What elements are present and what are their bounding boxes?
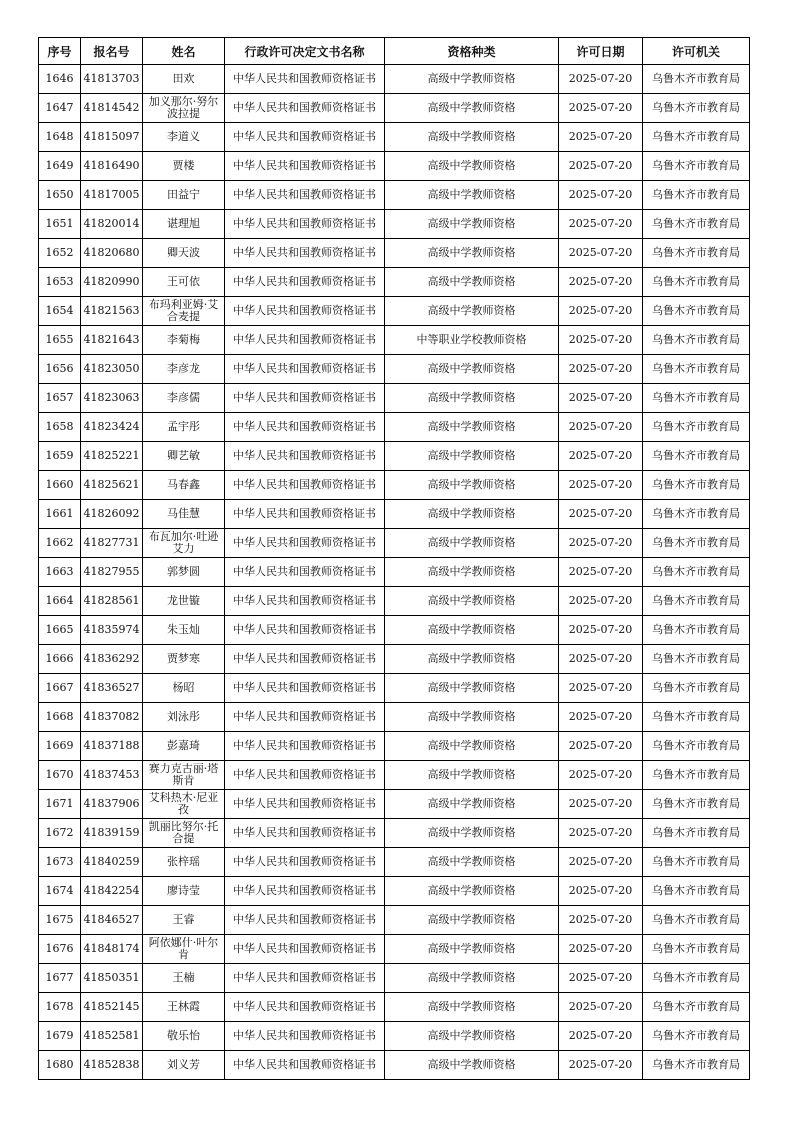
registration-number-cell: 41840259 bbox=[81, 848, 143, 877]
name-cell: 郭梦圆 bbox=[143, 558, 225, 587]
license-date-cell: 2025-07-20 bbox=[559, 587, 643, 616]
document-name-cell: 中华人民共和国教师资格证书 bbox=[225, 181, 385, 210]
table-row bbox=[39, 761, 750, 790]
license-date-cell: 2025-07-20 bbox=[559, 906, 643, 935]
document-name-cell: 中华人民共和国教师资格证书 bbox=[225, 65, 385, 94]
document-name-cell: 中华人民共和国教师资格证书 bbox=[225, 239, 385, 268]
registration-number-cell: 41814542 bbox=[81, 94, 143, 123]
serial-cell: 1663 bbox=[39, 558, 81, 587]
qualification-type-cell: 高级中学教师资格 bbox=[385, 297, 559, 326]
qualification-type-cell: 高级中学教师资格 bbox=[385, 1022, 559, 1051]
name-cell: 孟宇彤 bbox=[143, 413, 225, 442]
table-row bbox=[39, 529, 750, 558]
document-name-cell: 中华人民共和国教师资格证书 bbox=[225, 616, 385, 645]
document-name-cell: 中华人民共和国教师资格证书 bbox=[225, 1051, 385, 1080]
document-name-cell: 中华人民共和国教师资格证书 bbox=[225, 645, 385, 674]
registration-number-cell: 41820990 bbox=[81, 268, 143, 297]
name-cell: 加义那尔·努尔波拉提 bbox=[143, 94, 225, 123]
document-name-cell: 中华人民共和国教师资格证书 bbox=[225, 906, 385, 935]
license-date-cell: 2025-07-20 bbox=[559, 674, 643, 703]
qualification-type-cell: 高级中学教师资格 bbox=[385, 94, 559, 123]
license-date-cell: 2025-07-20 bbox=[559, 210, 643, 239]
header-document-name: 行政许可决定文书名称 bbox=[225, 38, 385, 65]
serial-cell: 1647 bbox=[39, 94, 81, 123]
license-authority-cell: 乌鲁木齐市教育局 bbox=[643, 1051, 750, 1080]
name-cell: 贾梦寒 bbox=[143, 645, 225, 674]
table-row bbox=[39, 210, 750, 239]
qualification-type-cell: 高级中学教师资格 bbox=[385, 123, 559, 152]
name-cell: 廖诗莹 bbox=[143, 877, 225, 906]
license-authority-cell: 乌鲁木齐市教育局 bbox=[643, 152, 750, 181]
license-authority-cell: 乌鲁木齐市教育局 bbox=[643, 558, 750, 587]
registration-number-cell: 41813703 bbox=[81, 65, 143, 94]
serial-cell: 1657 bbox=[39, 384, 81, 413]
serial-cell: 1661 bbox=[39, 500, 81, 529]
registration-number-cell: 41821643 bbox=[81, 326, 143, 355]
registration-number-cell: 41820014 bbox=[81, 210, 143, 239]
document-name-cell: 中华人民共和国教师资格证书 bbox=[225, 935, 385, 964]
table-row bbox=[39, 471, 750, 500]
registration-number-cell: 41835974 bbox=[81, 616, 143, 645]
document-name-cell: 中华人民共和国教师资格证书 bbox=[225, 529, 385, 558]
table-row bbox=[39, 616, 750, 645]
license-authority-cell: 乌鲁木齐市教育局 bbox=[643, 993, 750, 1022]
serial-cell: 1668 bbox=[39, 703, 81, 732]
serial-cell: 1671 bbox=[39, 790, 81, 819]
name-cell: 卿艺敏 bbox=[143, 442, 225, 471]
license-date-cell: 2025-07-20 bbox=[559, 848, 643, 877]
qualification-type-cell: 高级中学教师资格 bbox=[385, 181, 559, 210]
serial-cell: 1650 bbox=[39, 181, 81, 210]
name-cell: 王睿 bbox=[143, 906, 225, 935]
license-authority-cell: 乌鲁木齐市教育局 bbox=[643, 964, 750, 993]
license-date-cell: 2025-07-20 bbox=[559, 239, 643, 268]
name-cell: 布瓦加尔·吐逊艾力 bbox=[143, 529, 225, 558]
qualification-type-cell: 高级中学教师资格 bbox=[385, 355, 559, 384]
registration-number-cell: 41852581 bbox=[81, 1022, 143, 1051]
qualification-type-cell: 高级中学教师资格 bbox=[385, 848, 559, 877]
document-name-cell: 中华人民共和国教师资格证书 bbox=[225, 819, 385, 848]
qualification-type-cell: 高级中学教师资格 bbox=[385, 442, 559, 471]
table-row bbox=[39, 239, 750, 268]
registration-number-cell: 41837188 bbox=[81, 732, 143, 761]
document-name-cell: 中华人民共和国教师资格证书 bbox=[225, 877, 385, 906]
document-name-cell: 中华人民共和国教师资格证书 bbox=[225, 268, 385, 297]
license-date-cell: 2025-07-20 bbox=[559, 1051, 643, 1080]
qualification-type-cell: 高级中学教师资格 bbox=[385, 384, 559, 413]
license-authority-cell: 乌鲁木齐市教育局 bbox=[643, 442, 750, 471]
document-name-cell: 中华人民共和国教师资格证书 bbox=[225, 761, 385, 790]
license-date-cell: 2025-07-20 bbox=[559, 877, 643, 906]
qualification-type-cell: 高级中学教师资格 bbox=[385, 616, 559, 645]
table-header-row bbox=[39, 38, 750, 65]
name-cell: 马佳慧 bbox=[143, 500, 225, 529]
registration-number-cell: 41852838 bbox=[81, 1051, 143, 1080]
license-date-cell: 2025-07-20 bbox=[559, 152, 643, 181]
table-row bbox=[39, 587, 750, 616]
document-name-cell: 中华人民共和国教师资格证书 bbox=[225, 558, 385, 587]
table-row bbox=[39, 1051, 750, 1080]
qualification-type-cell: 高级中学教师资格 bbox=[385, 471, 559, 500]
license-authority-cell: 乌鲁木齐市教育局 bbox=[643, 500, 750, 529]
header-license-date: 许可日期 bbox=[559, 38, 643, 65]
document-name-cell: 中华人民共和国教师资格证书 bbox=[225, 1022, 385, 1051]
name-cell: 凯丽比努尔·托合提 bbox=[143, 819, 225, 848]
table-row bbox=[39, 413, 750, 442]
serial-cell: 1675 bbox=[39, 906, 81, 935]
table-row bbox=[39, 1022, 750, 1051]
qualification-type-cell: 高级中学教师资格 bbox=[385, 790, 559, 819]
registration-number-cell: 41820680 bbox=[81, 239, 143, 268]
name-cell: 张梓瑶 bbox=[143, 848, 225, 877]
table-row bbox=[39, 123, 750, 152]
license-date-cell: 2025-07-20 bbox=[559, 471, 643, 500]
document-name-cell: 中华人民共和国教师资格证书 bbox=[225, 210, 385, 239]
license-date-cell: 2025-07-20 bbox=[559, 326, 643, 355]
document-name-cell: 中华人民共和国教师资格证书 bbox=[225, 384, 385, 413]
license-authority-cell: 乌鲁木齐市教育局 bbox=[643, 355, 750, 384]
document-name-cell: 中华人民共和国教师资格证书 bbox=[225, 500, 385, 529]
serial-cell: 1654 bbox=[39, 297, 81, 326]
registration-number-cell: 41821563 bbox=[81, 297, 143, 326]
qualification-type-cell: 高级中学教师资格 bbox=[385, 1051, 559, 1080]
header-license-authority: 许可机关 bbox=[643, 38, 750, 65]
qualification-type-cell: 高级中学教师资格 bbox=[385, 819, 559, 848]
license-date-cell: 2025-07-20 bbox=[559, 442, 643, 471]
serial-cell: 1665 bbox=[39, 616, 81, 645]
license-date-cell: 2025-07-20 bbox=[559, 384, 643, 413]
name-cell: 贾楼 bbox=[143, 152, 225, 181]
registration-number-cell: 41823050 bbox=[81, 355, 143, 384]
document-name-cell: 中华人民共和国教师资格证书 bbox=[225, 674, 385, 703]
serial-cell: 1669 bbox=[39, 732, 81, 761]
license-date-cell: 2025-07-20 bbox=[559, 297, 643, 326]
qualification-type-cell: 高级中学教师资格 bbox=[385, 964, 559, 993]
qualification-type-cell: 高级中学教师资格 bbox=[385, 558, 559, 587]
document-name-cell: 中华人民共和国教师资格证书 bbox=[225, 703, 385, 732]
license-authority-cell: 乌鲁木齐市教育局 bbox=[643, 65, 750, 94]
registration-number-cell: 41827731 bbox=[81, 529, 143, 558]
serial-cell: 1664 bbox=[39, 587, 81, 616]
name-cell: 李彦龙 bbox=[143, 355, 225, 384]
license-date-cell: 2025-07-20 bbox=[559, 558, 643, 587]
qualification-type-cell: 高级中学教师资格 bbox=[385, 993, 559, 1022]
license-date-cell: 2025-07-20 bbox=[559, 500, 643, 529]
license-authority-cell: 乌鲁木齐市教育局 bbox=[643, 326, 750, 355]
serial-cell: 1666 bbox=[39, 645, 81, 674]
document-name-cell: 中华人民共和国教师资格证书 bbox=[225, 790, 385, 819]
name-cell: 王可依 bbox=[143, 268, 225, 297]
name-cell: 阿依娜什·叶尔肯 bbox=[143, 935, 225, 964]
qualification-type-cell: 高级中学教师资格 bbox=[385, 500, 559, 529]
license-date-cell: 2025-07-20 bbox=[559, 529, 643, 558]
name-cell: 朱玉灿 bbox=[143, 616, 225, 645]
license-date-cell: 2025-07-20 bbox=[559, 94, 643, 123]
license-authority-cell: 乌鲁木齐市教育局 bbox=[643, 761, 750, 790]
registration-number-cell: 41837906 bbox=[81, 790, 143, 819]
serial-cell: 1646 bbox=[39, 65, 81, 94]
license-authority-cell: 乌鲁木齐市教育局 bbox=[643, 848, 750, 877]
registration-number-cell: 41828561 bbox=[81, 587, 143, 616]
serial-cell: 1656 bbox=[39, 355, 81, 384]
license-authority-cell: 乌鲁木齐市教育局 bbox=[643, 239, 750, 268]
registration-number-cell: 41817005 bbox=[81, 181, 143, 210]
document-name-cell: 中华人民共和国教师资格证书 bbox=[225, 355, 385, 384]
registration-number-cell: 41837082 bbox=[81, 703, 143, 732]
license-authority-cell: 乌鲁木齐市教育局 bbox=[643, 413, 750, 442]
qualification-type-cell: 高级中学教师资格 bbox=[385, 703, 559, 732]
license-authority-cell: 乌鲁木齐市教育局 bbox=[643, 935, 750, 964]
qualification-type-cell: 高级中学教师资格 bbox=[385, 152, 559, 181]
serial-cell: 1679 bbox=[39, 1022, 81, 1051]
qualification-type-cell: 高级中学教师资格 bbox=[385, 645, 559, 674]
document-name-cell: 中华人民共和国教师资格证书 bbox=[225, 94, 385, 123]
serial-cell: 1673 bbox=[39, 848, 81, 877]
license-authority-cell: 乌鲁木齐市教育局 bbox=[643, 181, 750, 210]
registration-number-cell: 41839159 bbox=[81, 819, 143, 848]
serial-cell: 1660 bbox=[39, 471, 81, 500]
name-cell: 谌理旭 bbox=[143, 210, 225, 239]
license-date-cell: 2025-07-20 bbox=[559, 123, 643, 152]
registration-number-cell: 41815097 bbox=[81, 123, 143, 152]
serial-cell: 1649 bbox=[39, 152, 81, 181]
license-date-cell: 2025-07-20 bbox=[559, 645, 643, 674]
table-row bbox=[39, 500, 750, 529]
license-date-cell: 2025-07-20 bbox=[559, 181, 643, 210]
qualification-type-cell: 中等职业学校教师资格 bbox=[385, 326, 559, 355]
document-name-cell: 中华人民共和国教师资格证书 bbox=[225, 993, 385, 1022]
qualification-type-cell: 高级中学教师资格 bbox=[385, 413, 559, 442]
document-name-cell: 中华人民共和国教师资格证书 bbox=[225, 587, 385, 616]
qualification-type-cell: 高级中学教师资格 bbox=[385, 210, 559, 239]
license-date-cell: 2025-07-20 bbox=[559, 703, 643, 732]
license-authority-cell: 乌鲁木齐市教育局 bbox=[643, 732, 750, 761]
document-name-cell: 中华人民共和国教师资格证书 bbox=[225, 413, 385, 442]
registration-number-cell: 41825221 bbox=[81, 442, 143, 471]
table-row bbox=[39, 65, 750, 94]
license-authority-cell: 乌鲁木齐市教育局 bbox=[643, 268, 750, 297]
registration-number-cell: 41825621 bbox=[81, 471, 143, 500]
document-name-cell: 中华人民共和国教师资格证书 bbox=[225, 442, 385, 471]
table-row bbox=[39, 355, 750, 384]
license-date-cell: 2025-07-20 bbox=[559, 413, 643, 442]
serial-cell: 1670 bbox=[39, 761, 81, 790]
name-cell: 布玛利亚姆·艾合麦提 bbox=[143, 297, 225, 326]
name-cell: 龙世镟 bbox=[143, 587, 225, 616]
name-cell: 王楠 bbox=[143, 964, 225, 993]
serial-cell: 1676 bbox=[39, 935, 81, 964]
license-authority-cell: 乌鲁木齐市教育局 bbox=[643, 529, 750, 558]
license-date-cell: 2025-07-20 bbox=[559, 1022, 643, 1051]
serial-cell: 1652 bbox=[39, 239, 81, 268]
document-name-cell: 中华人民共和国教师资格证书 bbox=[225, 123, 385, 152]
name-cell: 李菊梅 bbox=[143, 326, 225, 355]
qualification-type-cell: 高级中学教师资格 bbox=[385, 674, 559, 703]
document-name-cell: 中华人民共和国教师资格证书 bbox=[225, 152, 385, 181]
license-date-cell: 2025-07-20 bbox=[559, 964, 643, 993]
license-authority-cell: 乌鲁木齐市教育局 bbox=[643, 384, 750, 413]
registration-number-cell: 41823424 bbox=[81, 413, 143, 442]
license-date-cell: 2025-07-20 bbox=[559, 616, 643, 645]
license-authority-cell: 乌鲁木齐市教育局 bbox=[643, 587, 750, 616]
qualification-type-cell: 高级中学教师资格 bbox=[385, 65, 559, 94]
registration-number-cell: 41846527 bbox=[81, 906, 143, 935]
license-authority-cell: 乌鲁木齐市教育局 bbox=[643, 819, 750, 848]
table-body bbox=[39, 65, 750, 1080]
name-cell: 杨昭 bbox=[143, 674, 225, 703]
table-row bbox=[39, 645, 750, 674]
serial-cell: 1672 bbox=[39, 819, 81, 848]
license-authority-cell: 乌鲁木齐市教育局 bbox=[643, 297, 750, 326]
header-registration-number: 报名号 bbox=[81, 38, 143, 65]
license-date-cell: 2025-07-20 bbox=[559, 65, 643, 94]
document-name-cell: 中华人民共和国教师资格证书 bbox=[225, 964, 385, 993]
registration-number-cell: 41848174 bbox=[81, 935, 143, 964]
serial-cell: 1655 bbox=[39, 326, 81, 355]
serial-cell: 1662 bbox=[39, 529, 81, 558]
license-date-cell: 2025-07-20 bbox=[559, 790, 643, 819]
name-cell: 刘义芳 bbox=[143, 1051, 225, 1080]
name-cell: 马春鑫 bbox=[143, 471, 225, 500]
license-authority-cell: 乌鲁木齐市教育局 bbox=[643, 1022, 750, 1051]
teacher-qualification-table bbox=[38, 37, 750, 1080]
table-row bbox=[39, 442, 750, 471]
license-authority-cell: 乌鲁木齐市教育局 bbox=[643, 906, 750, 935]
license-authority-cell: 乌鲁木齐市教育局 bbox=[643, 210, 750, 239]
license-authority-cell: 乌鲁木齐市教育局 bbox=[643, 471, 750, 500]
qualification-type-cell: 高级中学教师资格 bbox=[385, 935, 559, 964]
serial-cell: 1677 bbox=[39, 964, 81, 993]
document-name-cell: 中华人民共和国教师资格证书 bbox=[225, 848, 385, 877]
name-cell: 李道义 bbox=[143, 123, 225, 152]
table-row bbox=[39, 152, 750, 181]
license-date-cell: 2025-07-20 bbox=[559, 268, 643, 297]
name-cell: 李彦儒 bbox=[143, 384, 225, 413]
license-authority-cell: 乌鲁木齐市教育局 bbox=[643, 790, 750, 819]
name-cell: 刘泳彤 bbox=[143, 703, 225, 732]
license-authority-cell: 乌鲁木齐市教育局 bbox=[643, 94, 750, 123]
qualification-type-cell: 高级中学教师资格 bbox=[385, 268, 559, 297]
license-date-cell: 2025-07-20 bbox=[559, 935, 643, 964]
table-row bbox=[39, 732, 750, 761]
name-cell: 敬乐怡 bbox=[143, 1022, 225, 1051]
name-cell: 田益宁 bbox=[143, 181, 225, 210]
license-authority-cell: 乌鲁木齐市教育局 bbox=[643, 703, 750, 732]
registration-number-cell: 41826092 bbox=[81, 500, 143, 529]
qualification-type-cell: 高级中学教师资格 bbox=[385, 529, 559, 558]
license-authority-cell: 乌鲁木齐市教育局 bbox=[643, 674, 750, 703]
serial-cell: 1667 bbox=[39, 674, 81, 703]
registration-number-cell: 41816490 bbox=[81, 152, 143, 181]
header-name: 姓名 bbox=[143, 38, 225, 65]
table-row bbox=[39, 94, 750, 123]
registration-number-cell: 41827955 bbox=[81, 558, 143, 587]
table-row bbox=[39, 877, 750, 906]
table-row bbox=[39, 906, 750, 935]
license-date-cell: 2025-07-20 bbox=[559, 819, 643, 848]
header-serial: 序号 bbox=[39, 38, 81, 65]
document-name-cell: 中华人民共和国教师资格证书 bbox=[225, 471, 385, 500]
table-row bbox=[39, 326, 750, 355]
registration-number-cell: 41836527 bbox=[81, 674, 143, 703]
qualification-type-cell: 高级中学教师资格 bbox=[385, 906, 559, 935]
table-row bbox=[39, 703, 750, 732]
header-qualification-type: 资格种类 bbox=[385, 38, 559, 65]
license-authority-cell: 乌鲁木齐市教育局 bbox=[643, 645, 750, 674]
table-row bbox=[39, 674, 750, 703]
name-cell: 彭嘉琦 bbox=[143, 732, 225, 761]
qualification-type-cell: 高级中学教师资格 bbox=[385, 761, 559, 790]
serial-cell: 1678 bbox=[39, 993, 81, 1022]
license-authority-cell: 乌鲁木齐市教育局 bbox=[643, 123, 750, 152]
document-name-cell: 中华人民共和国教师资格证书 bbox=[225, 732, 385, 761]
table-row bbox=[39, 297, 750, 326]
serial-cell: 1653 bbox=[39, 268, 81, 297]
name-cell: 王林霞 bbox=[143, 993, 225, 1022]
license-authority-cell: 乌鲁木齐市教育局 bbox=[643, 616, 750, 645]
registration-number-cell: 41836292 bbox=[81, 645, 143, 674]
qualification-type-cell: 高级中学教师资格 bbox=[385, 239, 559, 268]
document-name-cell: 中华人民共和国教师资格证书 bbox=[225, 326, 385, 355]
license-date-cell: 2025-07-20 bbox=[559, 732, 643, 761]
qualification-type-cell: 高级中学教师资格 bbox=[385, 732, 559, 761]
name-cell: 赛力克古丽·塔斯肯 bbox=[143, 761, 225, 790]
serial-cell: 1680 bbox=[39, 1051, 81, 1080]
qualification-type-cell: 高级中学教师资格 bbox=[385, 587, 559, 616]
registration-number-cell: 41837453 bbox=[81, 761, 143, 790]
registration-number-cell: 41823063 bbox=[81, 384, 143, 413]
license-date-cell: 2025-07-20 bbox=[559, 355, 643, 384]
table-row bbox=[39, 935, 750, 964]
name-cell: 田欢 bbox=[143, 65, 225, 94]
table-row bbox=[39, 819, 750, 848]
table-row bbox=[39, 848, 750, 877]
table-row bbox=[39, 384, 750, 413]
table-row bbox=[39, 964, 750, 993]
serial-cell: 1674 bbox=[39, 877, 81, 906]
serial-cell: 1658 bbox=[39, 413, 81, 442]
qualification-type-cell: 高级中学教师资格 bbox=[385, 877, 559, 906]
serial-cell: 1659 bbox=[39, 442, 81, 471]
table-row bbox=[39, 993, 750, 1022]
license-authority-cell: 乌鲁木齐市教育局 bbox=[643, 877, 750, 906]
serial-cell: 1648 bbox=[39, 123, 81, 152]
table-row bbox=[39, 181, 750, 210]
license-date-cell: 2025-07-20 bbox=[559, 761, 643, 790]
table-row bbox=[39, 268, 750, 297]
registration-number-cell: 41850351 bbox=[81, 964, 143, 993]
license-date-cell: 2025-07-20 bbox=[559, 993, 643, 1022]
name-cell: 卿天波 bbox=[143, 239, 225, 268]
document-name-cell: 中华人民共和国教师资格证书 bbox=[225, 297, 385, 326]
registration-number-cell: 41842254 bbox=[81, 877, 143, 906]
serial-cell: 1651 bbox=[39, 210, 81, 239]
name-cell: 艾科热木·尼亚孜 bbox=[143, 790, 225, 819]
table-row bbox=[39, 558, 750, 587]
registration-number-cell: 41852145 bbox=[81, 993, 143, 1022]
table-row bbox=[39, 790, 750, 819]
